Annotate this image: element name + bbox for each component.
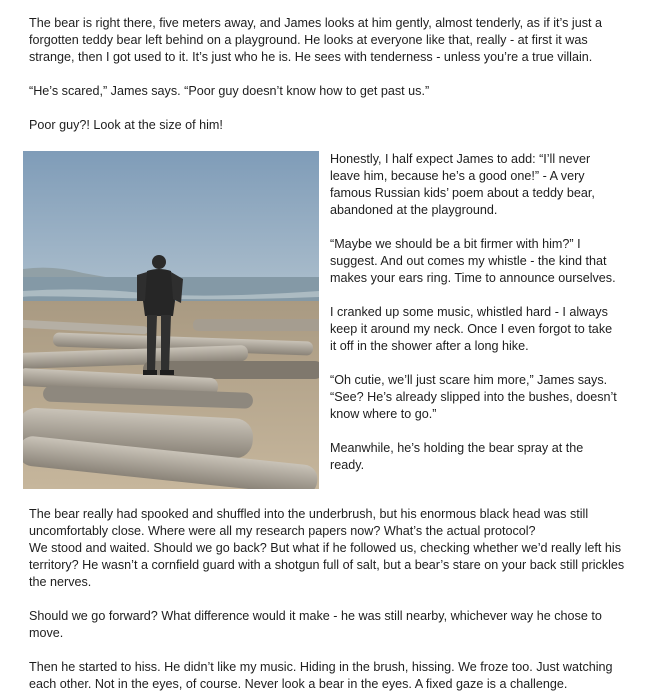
paragraph-6: Then he started to hiss. He didn’t like my music. Hiding in the brush, hissing. We froze too. Just watching each other. Not in the eyes, of course. Never look a bear in the eyes. A fixed gaze is a challenge. <box>29 660 613 691</box>
paragraph-4a: The bear really had spooked and shuffled into the underbrush, but his enormous black head was still uncomfortably close. Where were all my research papers now? What’s the actual protocol? <box>29 507 589 538</box>
paragraph-5: Should we go forward? What difference would it make - he was still nearby, whichever way he chose to move. <box>29 609 602 640</box>
paragraph-2: “He’s scared,” James says. “Poor guy doesn’t know how to get past us.” <box>29 84 430 98</box>
side-paragraph-4: “Oh cutie, we’ll just scare him more,” James says. “See? He’s already slipped into the bushes, doesn’t know where to go.” <box>330 373 617 421</box>
paragraph-3: Poor guy?! Look at the size of him! <box>29 118 223 132</box>
side-paragraph-5: Meanwhile, he’s holding the bear spray at the ready. <box>330 441 584 472</box>
side-paragraph-2: “Maybe we should be a bit firmer with him?” I suggest. And out comes my whistle - the kind that makes your ears ring. Time to announce ourselves. <box>330 237 616 285</box>
document-page <box>29 15 629 693</box>
side-paragraph-3: I cranked up some music, whistled hard - I always keep it around my neck. Once I even forgot to take it off in the shower after a long hike. <box>330 305 613 353</box>
beach-photo <box>23 151 319 489</box>
beach-photo-image <box>23 151 319 489</box>
sky <box>23 151 319 286</box>
side-paragraph-1: Honestly, I half expect James to add: “I’ll never leave him, because he’s a good one!” - A very famous Russian kids’ poem about a teddy bear, abandoned at the playground. <box>330 152 595 217</box>
paragraph-1: The bear is right there, five meters away, and James looks at him gently, almost tenderly, as if it’s just a forgotten teddy bear left behind on a playground. He looks at everyone like that, really - at first it was strange, then I got used to it. It’s just who he is. He sees with tenderness - unless you’re a true villain. <box>29 16 603 64</box>
photo-with-text <box>29 151 629 489</box>
paragraph-4b: We stood and waited. Should we go back? But what if he followed us, checking whether we’d really left his territory? He wasn’t a cornfield guard with a shotgun full of salt, but a bear’s stare on your back still prickles the nerves. <box>29 541 625 589</box>
side-text-column <box>330 151 620 474</box>
